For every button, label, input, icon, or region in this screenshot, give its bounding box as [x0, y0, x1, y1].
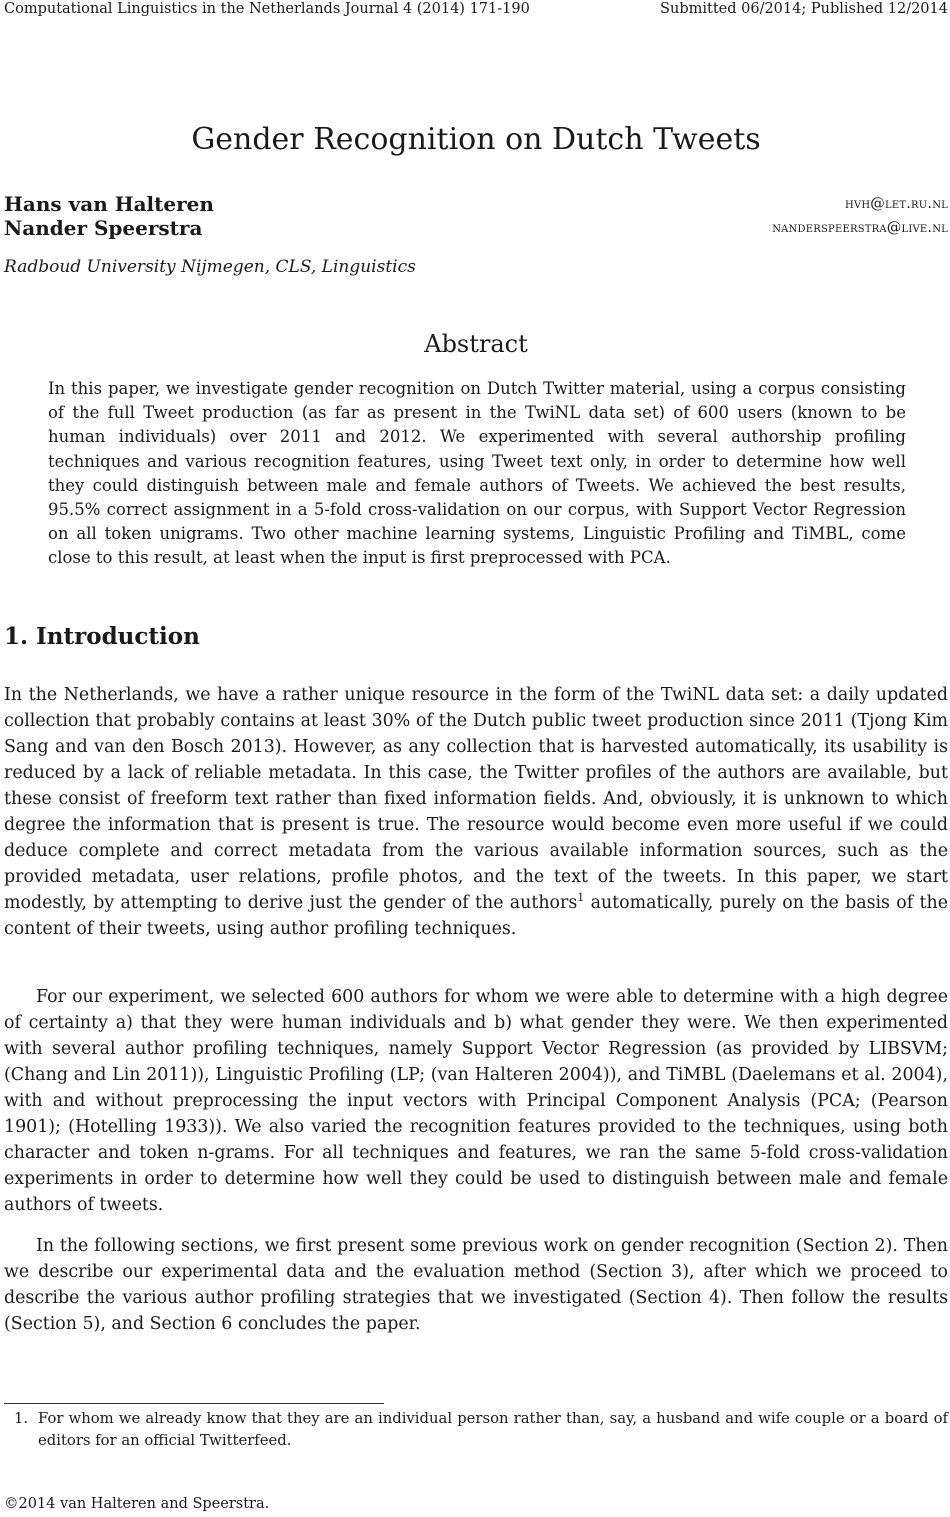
intro-paragraph-3: In the following sections, we first present some previous work on gender recognition (Section 2). Then we describe our experimental data and the evaluation method (Section 3), after which we proceed to describe the various author profiling strategies that we investigated (Section 4). Then follow the results (Section 5), and Section 6 concludes the paper. [4, 1236, 948, 1334]
journal-citation: Computational Linguistics in the Netherlands Journal 4 (2014) 171-190 [4, 1, 530, 17]
author-email: hvh@let.ru.nl [845, 196, 948, 212]
author-row [4, 192, 948, 216]
footnote [14, 1408, 948, 1452]
paragraph-text: In the Netherlands, we have a rather unique resource in the form of the TwiNL data set: a daily updated collection that probably contains at least 30% of the Dutch public tweet production since 2011 (Tjong Kim Sang and van den Bosch 2013). However, as any collection that is harvested automatically, its usability is reduced by a lack of reliable metadata. In this case, the Twitter profiles of the authors are available, but these consist of freeform text rather than fixed information fields. And, obviously, it is unknown to which degree the information that is present is true. The resource would become even more useful if we could deduce complete and correct metadata from the various available information sources, such as the provided metadata, user relations, profile photos, and the text of the tweets. In this paper, we start modestly, by attempting to derive just the gender of the authors [4, 685, 948, 913]
footnote-number: 1. [14, 1410, 29, 1427]
abstract-heading: Abstract [424, 330, 528, 358]
paragraph-text: automatically, purely on the basis of the content of their tweets, using author profiling techniques. [4, 893, 949, 939]
intro-paragraph-2: For our experiment, we selected 600 authors for whom we were able to determine with a high degree of certainty a) that they were human individuals and b) what gender they were. We then experimented with several author profiling techniques, namely Support Vector Regression (as provided by LIBSVM; (Chang and Lin 2011)), Linguistic Profiling (LP; (van Halteren 2004)), and TiMBL (Daelemans et al. 2004), with and without preprocessing the input vectors with Principal Component Analysis (PCA; (Pearson 1901); (Hotelling 1933)). We also varied the recognition features provided to the techniques, using both character and token n-grams. For all techniques and features, we ran the same 5-fold cross-validation experiments in order to determine how well they could be used to distinguish between male and female authors of tweets. [4, 987, 948, 1215]
footnote-text: For whom we already know that they are an individual person rather than, say, a husband and wife couple or a board of editors for an official Twitterfeed. [38, 1410, 948, 1449]
author-name: Nander Speerstra [4, 216, 203, 240]
intro-paragraph-1 [4, 682, 948, 942]
running-head [4, 0, 948, 18]
author-row [4, 216, 948, 240]
submission-dates: Submitted 06/2014; Published 12/2014 [660, 1, 948, 17]
author-email: nanderspeerstra@live.nl [772, 220, 948, 236]
paper-page [4, 0, 948, 1517]
footnote-marker[interactable]: 1 [577, 891, 585, 905]
author-name: Hans van Halteren [4, 192, 214, 216]
footnote-divider [4, 1403, 384, 1404]
abstract-text: In this paper, we investigate gender recognition on Dutch Twitter material, using a corpus consisting of the full Tweet production (as far as present in the TwiNL data set) of 600 users (known to be human individuals) over 2011 and 2012. We experimented with several authorship profiling techniques and various recognition features, using Tweet text only, in order to determine how well they could distinguish between male and female authors of Tweets. We achieved the best results, 95.5% correct assignment in a 5-fold cross-validation on our corpus, with Support Vector Regression on all token unigrams. Two other machine learning systems, Linguistic Profiling and TiMBL, come close to this result, at least when the input is first preprocessed with PCA. [48, 379, 906, 568]
paper-title: Gender Recognition on Dutch Tweets [191, 122, 761, 157]
affiliation: Radboud University Nijmegen, CLS, Linguistics [4, 257, 416, 277]
section-heading: 1. Introduction [4, 623, 200, 650]
copyright-notice: ©2014 van Halteren and Speerstra. [4, 1496, 270, 1512]
